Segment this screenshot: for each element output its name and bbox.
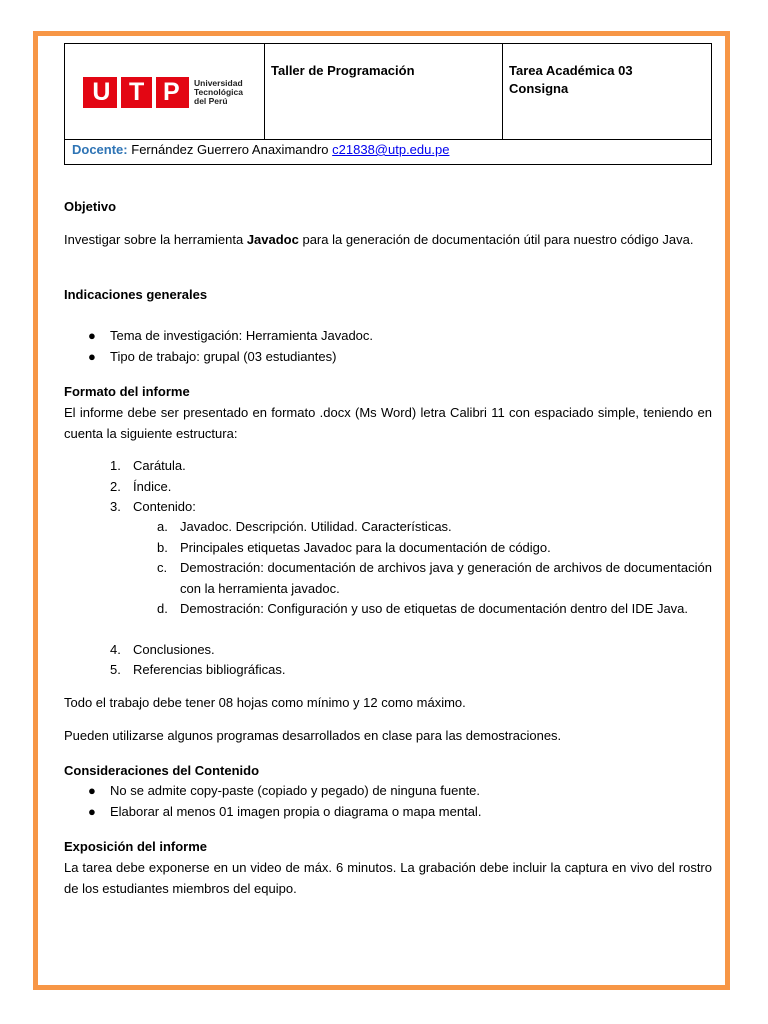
list-item: Conclusiones. — [133, 642, 215, 657]
list-number: 2. — [110, 479, 121, 494]
sublist-letter: b. — [157, 540, 168, 555]
sublist-item: Demostración: documentación de archivos java y generación de archivos de documentación con la herramienta javadoc. — [180, 560, 712, 596]
task-subtitle: Consigna — [509, 81, 569, 96]
course-title: Taller de Programación — [271, 63, 415, 78]
task-cell — [502, 44, 711, 139]
course-cell — [264, 44, 503, 139]
indicaciones-heading: Indicaciones generales — [64, 287, 208, 302]
sublist-item: Demostración: Configuración y uso de etiquetas de documentación dentro del IDE Java. — [180, 601, 689, 616]
list-number: 1. — [110, 458, 121, 473]
task-title: Tarea Académica 03 — [509, 63, 633, 78]
list-item: No se admite copy-paste (copiado y pegado) de ninguna fuente. — [110, 783, 481, 798]
objetivo-text: Investigar sobre la herramienta Javadoc para la generación de documentación útil para nuestro código Java. — [64, 232, 694, 247]
list-item: Referencias bibliográficas. — [133, 662, 286, 677]
consideraciones-heading: Consideraciones del Contenido — [64, 763, 260, 778]
list-item: Contenido: — [133, 499, 196, 514]
objetivo-heading: Objetivo — [64, 199, 117, 214]
list-item: Tipo de trabajo: grupal (03 estudiantes) — [110, 349, 337, 364]
logo-letter-t: T — [129, 78, 145, 106]
docente-label: Docente: — [72, 142, 128, 157]
sublist-item: Javadoc. Descripción. Utilidad. Características. — [180, 519, 452, 534]
logo-separator — [152, 77, 156, 108]
sublist-letter: c. — [157, 560, 168, 575]
pages-text: Todo el trabajo debe tener 08 hojas como mínimo y 12 como máximo. — [64, 695, 466, 710]
list-item: Elaborar al menos 01 imagen propia o diagrama o mapa mental. — [110, 804, 482, 819]
list-number: 4. — [110, 642, 121, 657]
logo-cell — [65, 44, 265, 139]
list-number: 3. — [110, 499, 121, 514]
list-number: 5. — [110, 662, 121, 677]
bullet-icon: ● — [88, 804, 96, 819]
formato-heading: Formato del informe — [64, 384, 190, 399]
bullet-icon: ● — [88, 349, 96, 364]
logo-separator — [117, 77, 121, 108]
sublist-letter: d. — [157, 601, 168, 616]
list-item: Índice. — [133, 479, 172, 494]
exposicion-text: La tarea debe exponerse en un video de máx. 6 minutos. La grabación debe incluir la captura en vivo del rostro de los estudiantes miembros del equipo. — [64, 860, 712, 896]
bullet-icon: ● — [88, 328, 96, 343]
logo-letter-p: P — [162, 78, 180, 106]
docente-email-link[interactable]: c21838@utp.edu.pe — [332, 142, 450, 157]
logo-letter-u: U — [92, 78, 111, 106]
exposicion-heading: Exposición del informe — [64, 839, 208, 854]
docente-name: Fernández Guerrero Anaximandro — [131, 142, 329, 157]
sublist-letter: a. — [157, 519, 168, 534]
docente-line — [72, 142, 449, 157]
sublist-item: Principales etiquetas Javadoc para la documentación de código. — [180, 540, 551, 555]
header-table — [64, 43, 712, 165]
list-item: Tema de investigación: Herramienta Javadoc. — [110, 328, 374, 343]
formato-text: El informe debe ser presentado en formato .docx (Ms Word) letra Calibri 11 con espaciado simple, teniendo en cuenta la siguiente estructura: — [64, 405, 712, 441]
list-item: Carátula. — [133, 458, 186, 473]
programs-text: Pueden utilizarse algunos programas desarrollados en clase para las demostraciones. — [64, 728, 562, 743]
utp-logo — [83, 77, 189, 108]
bullet-icon: ● — [88, 783, 96, 798]
logo-wordmark: Universidad Tecnológica del Perú — [194, 78, 243, 106]
docente-row — [65, 139, 711, 164]
